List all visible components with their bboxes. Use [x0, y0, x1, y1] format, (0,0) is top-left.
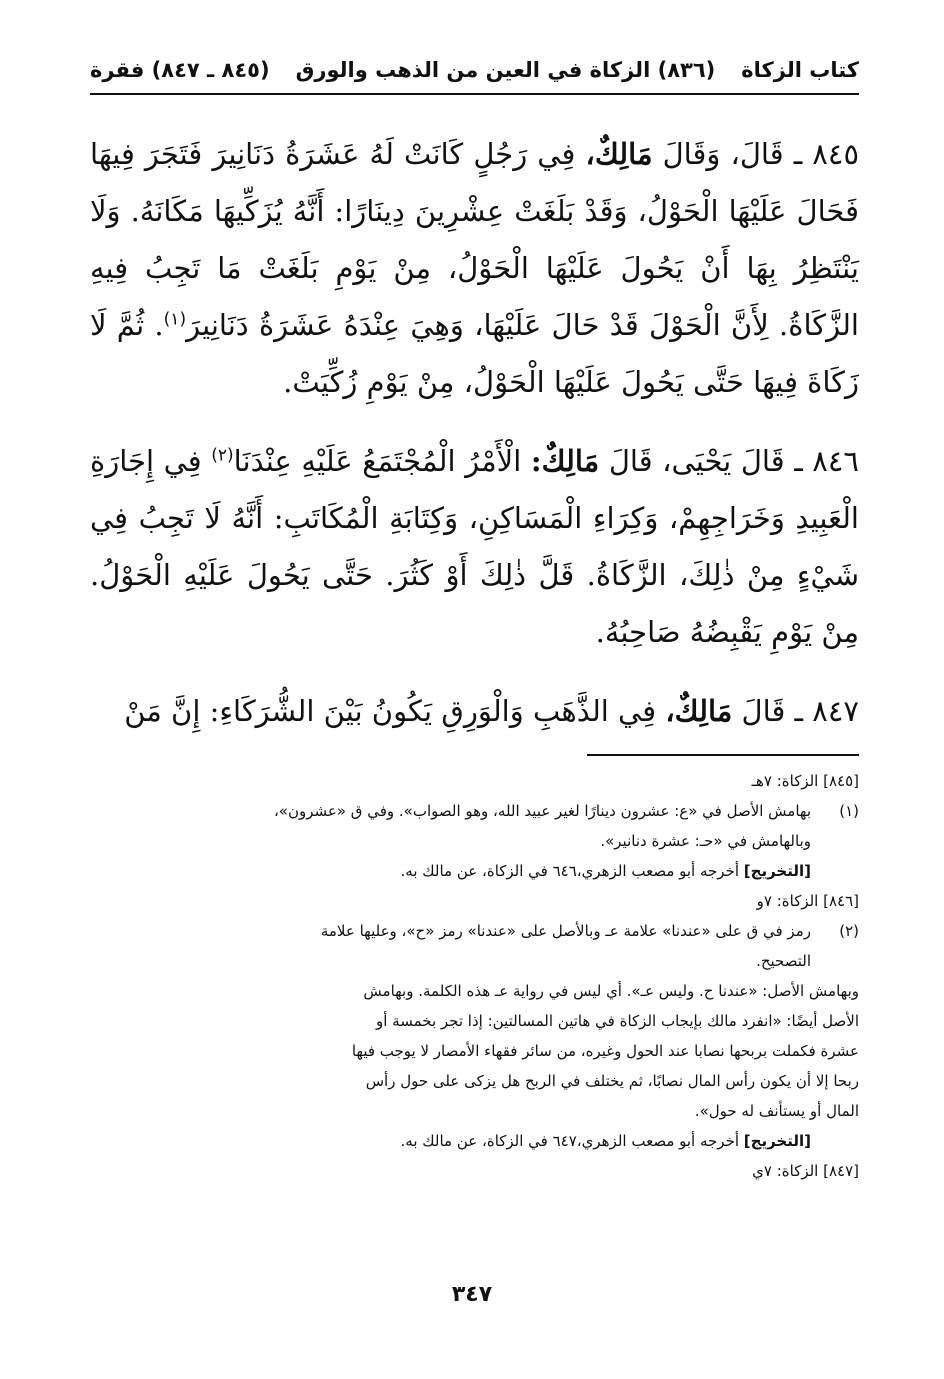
header-rule — [90, 93, 859, 95]
footnote-line: التصحيح. — [756, 952, 811, 970]
footnotes — [90, 766, 859, 1186]
footnote-2-line: الأصل أيضًا: «انفرد مالك بإيجاب الزكاة في هاتين المسالتين: إذا تجر بخمسة أو — [375, 1012, 859, 1030]
footnote-body — [90, 916, 811, 976]
paragraph-845 — [90, 126, 859, 411]
paragraph-text-cont: فِي إِجَارَةِ الْعَبِيدِ وَخَرَاجِهِمْ، وَكِرَاءِ الْمَسَاكِنِ، وَكِتَابَةِ الْمُكَاتَبِ: أَنَّهُ لَا تَجِبُ فِي شَيْءٍ مِنْ ذٰلِكَ، الزَّكَاةُ. قَلَّ ذٰلِكَ أَوْ كَثُرَ. حَتَّى يَحُولَ عَلَيْهِ الْحَوْلُ. مِنْ يَوْمِ يَقْبِضُهُ صَاحِبُهُ. — [90, 444, 859, 649]
paragraph-number: ٨٤٧ ـ — [794, 694, 859, 728]
speaker-name: مَالِكٌ، — [665, 694, 733, 728]
footnote-2-line: المال أو يستأنف له حول». — [694, 1102, 859, 1120]
source-ref-847: [٨٤٧] الزكاة: ٧ي — [752, 1162, 859, 1180]
paragraph-number: ٨٤٦ ـ — [794, 444, 860, 478]
footnote-rule — [587, 754, 859, 756]
paragraph-lead: قَالَ يَحْيَى، قَالَ — [608, 444, 785, 478]
footnote-line: بهامش الأصل في «ع: عشرون دينارًا لغير عبيد الله، وهو الصواب». وفي ق «عشرون»، — [273, 802, 811, 820]
takhrij-text: أخرجه أبو مصعب الزهري،٦٤٧ في الزكاة، عن مالك به. — [400, 1132, 744, 1150]
paragraph-846 — [90, 433, 859, 661]
footnote-body — [90, 796, 811, 856]
source-ref-846: [٨٤٦] الزكاة: ٧و — [756, 892, 859, 910]
paragraph-range: (٨٤٥ ـ ٨٤٧) فقرة — [90, 58, 270, 82]
takhrij-label: [التخريج] — [743, 1132, 811, 1150]
speaker-name: مَالِكٌ: — [530, 444, 600, 478]
footnote-2-line: ربحا إلا أن يكون رأس المال نصابًا، ثم يختلف في الربح هل يزكى على حول رأس — [365, 1072, 859, 1090]
footnote-line: وبالهامش في «حـ: عشرة دنانير». — [600, 832, 811, 850]
paragraph-text: فِي رَجُلٍ كَانَتْ لَهُ عَشَرَةُ دَنَانِيرَ فَتَجَرَ فِيهَا فَحَالَ عَلَيْهَا الْحَوْلُ، وَقَدْ بَلَغَتْ عِشْرِينَ دِينَارًا: أَنَّهُ يُزَكِّيهَا مَكَانَهُ. وَلَا يَنْتَظِرُ بِهَا أَنْ يَحُولَ عَلَيْهَا الْحَوْلُ، مِنْ يَوْمِ بَلَغَتْ مَا تَجِبُ فِيهِ الزَّكَاةُ. لِأَنَّ الْحَوْلَ قَدْ حَالَ عَلَيْهَا، وَهِيَ عِنْدَهُ عَشَرَةُ دَنَانِيرَ — [90, 137, 860, 342]
footnote-line: رمز في ق على «عندنا» علامة عـ وبالأصل على «عندنا» رمز «ح»، وعليها علامة — [320, 922, 811, 940]
footnote-2 — [90, 916, 859, 976]
paragraph-847 — [90, 683, 859, 740]
takhrij-text: أخرجه أبو مصعب الزهري،٦٤٦ في الزكاة، عن مالك به. — [400, 862, 744, 880]
speaker-name: مَالِكٌ، — [585, 137, 653, 171]
footnote-ref-2[interactable]: (٢) — [211, 445, 234, 466]
book-title: كتاب الزكاة — [741, 58, 859, 82]
page-number: ٣٤٧ — [451, 1282, 493, 1307]
running-head — [90, 52, 859, 88]
paragraph-lead: قَالَ، وَقَالَ — [662, 137, 784, 171]
source-ref-845: [٨٤٥] الزكاة: ٧هـ — [751, 772, 859, 790]
footnote-marker: (٢) — [839, 922, 859, 940]
paragraph-number: ٨٤٥ ـ — [793, 137, 860, 171]
takhrij-846 — [90, 1126, 859, 1156]
paragraph-text: الْأَمْرُ الْمُجْتَمَعُ عَلَيْهِ عِنْدَنَا — [233, 444, 522, 478]
footnote-ref-1[interactable]: (١) — [163, 309, 187, 330]
paragraph-text: فِي الذَّهَبِ وَالْوَرِقِ يَكُونُ بَيْنَ الشُّرَكَاءِ: إِنَّ مَنْ — [124, 694, 657, 728]
main-text — [90, 126, 859, 740]
takhrij-845 — [90, 856, 859, 886]
takhrij-label: [التخريج] — [743, 862, 811, 880]
footnote-marker: (١) — [839, 802, 859, 820]
paragraph-text-cont: . ثُمَّ لَا زَكَاةَ فِيهَا حَتَّى يَحُولَ عَلَيْهَا الْحَوْلُ، مِنْ يَوْمِ زُكِّيَتْ. — [90, 308, 859, 399]
chapter-title: (٨٣٦) الزكاة في العين من الذهب والورق — [295, 58, 716, 82]
paragraph-lead: قَالَ — [741, 694, 786, 728]
footnote-2-line: وبهامش الأصل: «عندنا ح. وليس عـ». أي ليس في رواية عـ هذه الكلمة. وبهامش — [363, 982, 859, 1000]
footnote-2-line: عشرة فكملت بربحها نصابا عند الحول وغيره، من سائر فقهاء الأمصار لا يوجب فيها — [351, 1042, 859, 1060]
footnote-1 — [90, 796, 859, 856]
